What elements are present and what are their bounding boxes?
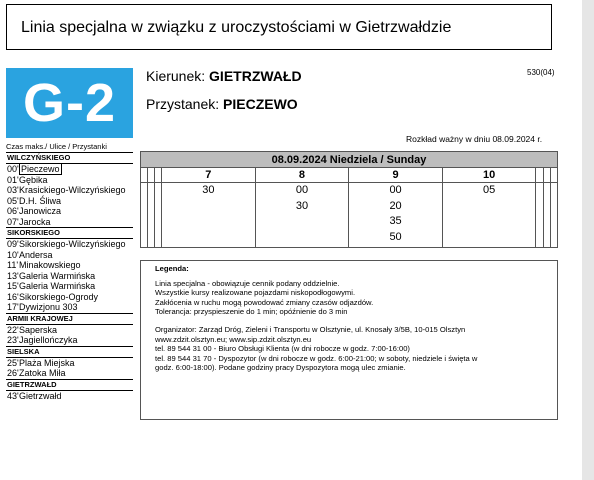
stop-minute: 16' (7, 291, 19, 302)
stop-name-cell (19, 325, 133, 336)
stop-name-cell (19, 239, 133, 250)
hour-cell: 7 (162, 168, 256, 183)
day-title: 08.09.2024 Niedziela / Sunday (141, 152, 558, 168)
departure-minute: 20 (389, 199, 402, 212)
stop-minute: 17' (7, 302, 19, 312)
hour-cell (550, 168, 557, 183)
stop-name-cell (19, 196, 133, 207)
legend-line: www.zdzit.olsztyn.eu; www.sip.zdzit.olsztyn.eu (155, 334, 312, 344)
stop-name-cell (19, 391, 133, 402)
legend-contact (155, 325, 543, 373)
stop-item (6, 335, 133, 346)
legend-notes (155, 279, 543, 317)
stop-name: Saperska (19, 324, 58, 335)
legend-line: Zakłócenia w ruchu mogą powodować zmiany czasów odjazdów. (155, 297, 374, 307)
stop-item (6, 358, 133, 369)
line-number-badge: G-2 (6, 68, 133, 138)
stop-item (6, 260, 133, 271)
direction-line (146, 68, 302, 84)
stop-item (6, 302, 133, 313)
departure-minute: 00 (295, 184, 309, 196)
stop-name-cell (19, 302, 133, 313)
stop-minute: 43' (7, 390, 19, 401)
stop-name-cell (19, 271, 133, 282)
stop-name: Galeria Warmińska (19, 270, 96, 281)
legend-line: godz. 6:00-18:00). Podane godziny pracy Dyspozytora mogą ulec zmianie. (155, 363, 406, 373)
stop-name-cell (19, 358, 133, 369)
minutes-cell (255, 183, 349, 248)
timetable-grid (140, 151, 558, 248)
stop-minute: 00' (7, 164, 19, 174)
departure-minute: 30 (202, 184, 215, 196)
departure-minute: 50 (389, 230, 402, 243)
direction-value: GIETRZWAŁD (209, 68, 302, 84)
minutes-row (141, 183, 558, 248)
stop-item (6, 325, 133, 336)
legend-line: tel. 89 544 31 70 - Dyspozytor (w dni robocze w godz. 6:00-21:00; w soboty, niedziele i święta w (155, 353, 478, 363)
stop-name: Gietrzwałd (19, 390, 62, 401)
hour-cell (148, 168, 155, 183)
stop-value: PIECZEWO (223, 96, 298, 112)
stops-header: Czas maks./ Ulice / Przystanki (6, 142, 107, 151)
stop-name-cell (19, 368, 133, 379)
street-section: SIKORSKIEGO (6, 227, 133, 239)
stop-name-cell (19, 281, 133, 292)
hour-cell: 8 (255, 168, 349, 183)
departure-minute: 35 (389, 215, 402, 227)
stop-name: Plaża Miejska (19, 357, 75, 368)
hour-cell (141, 168, 148, 183)
stop-minute: 05' (7, 195, 19, 206)
minutes-cell (543, 183, 550, 248)
stop-name: Zatoka Miła (19, 368, 66, 378)
stop-item (6, 391, 133, 402)
legend-line: Organizator: Zarząd Dróg, Zieleni i Transportu w Olsztynie, ul. Knosały 3/5B, 10-015 Olsztyn (155, 324, 466, 334)
stop-item (6, 206, 133, 217)
timetable-code: 530(04) (527, 68, 555, 77)
page-edge (582, 0, 594, 480)
stop-item (6, 250, 133, 261)
valid-from: Rozkład ważny w dniu 08.09.2024 r. (406, 134, 543, 144)
hour-cell: 10 (442, 168, 536, 183)
stop-item (6, 164, 133, 175)
stop-name-cell (19, 206, 133, 217)
minutes-cell (349, 183, 443, 248)
street-section: SIELSKA (6, 346, 133, 358)
minutes-cell (141, 183, 148, 248)
minutes-cell (148, 183, 155, 248)
hour-cell (536, 168, 543, 183)
stop-minute: 09' (7, 239, 19, 249)
street-section: WILCZYŃSKIEGO (6, 152, 133, 164)
stop-minute: 15' (7, 281, 19, 291)
legend-box (140, 260, 558, 420)
stop-item (6, 281, 133, 292)
stop-name-cell (19, 164, 133, 175)
hour-cell: 9 (349, 168, 443, 183)
stop-minute: 07' (7, 216, 19, 227)
stop-name: Gębika (19, 174, 48, 185)
stop-name: D.H. Śliwa (19, 195, 62, 206)
hour-cell (543, 168, 550, 183)
stop-item (6, 185, 133, 196)
legend-line: Wszystkie kursy realizowane pojazdami niskopodłogowymi. (155, 288, 356, 298)
minutes-cell (162, 183, 256, 248)
stop-minute: 25' (7, 357, 19, 368)
stop-name: Janowicza (19, 206, 62, 216)
departure-minute: 00 (389, 184, 402, 196)
stop-name-cell (19, 185, 133, 196)
stop-minute: 23' (7, 335, 19, 345)
stops-list (6, 152, 133, 401)
legend-line: tel. 89 544 31 00 - Biuro Obsługi Klienta (w dni robocze w godz. 7:00-16:00) (155, 344, 410, 354)
stop-item (6, 271, 133, 282)
legend-line: Linia specjalna - obowiązuje cennik podany oddzielnie. (155, 278, 340, 288)
legend-line: Tolerancja: przyspieszenie do 1 min; opóźnienie do 3 min (155, 307, 348, 317)
stop-name: Sikorskiego-Ogrody (19, 291, 99, 302)
stop-minute: 13' (7, 270, 19, 281)
stop-name: Minakowskiego (19, 260, 81, 270)
stop-name-cell (19, 175, 133, 186)
stop-minute: 22' (7, 324, 19, 335)
stop-name-cell (19, 217, 133, 228)
stop-item (6, 368, 133, 379)
stop-line (146, 96, 298, 112)
stop-item (6, 239, 133, 250)
stop-name-cell (19, 260, 133, 271)
stop-item (6, 196, 133, 207)
minutes-cell (550, 183, 557, 248)
stop-item (6, 217, 133, 228)
stop-name: Dywizjonu 303 (19, 302, 78, 312)
departure-minute: 30 (295, 199, 309, 212)
page-title: Linia specjalna w związku z uroczystościami w Gietrzwałdzie (6, 4, 552, 50)
stop-name: Krasickiego-Wilczyńskiego (19, 185, 126, 195)
stop-minute: 06' (7, 206, 19, 216)
stop-minute: 03' (7, 185, 19, 195)
minutes-cell (536, 183, 543, 248)
stop-minute: 11' (7, 260, 19, 270)
legend-title: Legenda: (155, 264, 189, 273)
stop-minute: 26' (7, 368, 19, 378)
direction-label: Kierunek: (146, 68, 206, 84)
hour-cell (155, 168, 162, 183)
hours-row (141, 168, 558, 183)
stop-minute: 01' (7, 174, 19, 185)
minutes-cell (155, 183, 162, 248)
stop-item (6, 292, 133, 303)
minutes-cell (442, 183, 536, 248)
stop-name: Jagiellończyka (19, 335, 78, 345)
stop-name-cell (19, 292, 133, 303)
stop-minute: 10' (7, 249, 19, 260)
stop-name: Jarocka (19, 216, 51, 227)
stop-name: Pieczewo (21, 164, 60, 174)
departure-minute: 05 (483, 184, 496, 196)
street-section: GIETRZWAŁD (6, 379, 133, 391)
stop-item (6, 175, 133, 186)
stop-name: Galeria Warmińska (19, 281, 96, 291)
stop-label: Przystanek: (146, 96, 220, 112)
street-section: ARMII KRAJOWEJ (6, 313, 133, 325)
stop-name-cell (19, 250, 133, 261)
stop-name: Andersa (19, 249, 53, 260)
stop-name-cell (19, 335, 133, 346)
stop-name: Sikorskiego-Wilczyńskiego (19, 239, 126, 249)
